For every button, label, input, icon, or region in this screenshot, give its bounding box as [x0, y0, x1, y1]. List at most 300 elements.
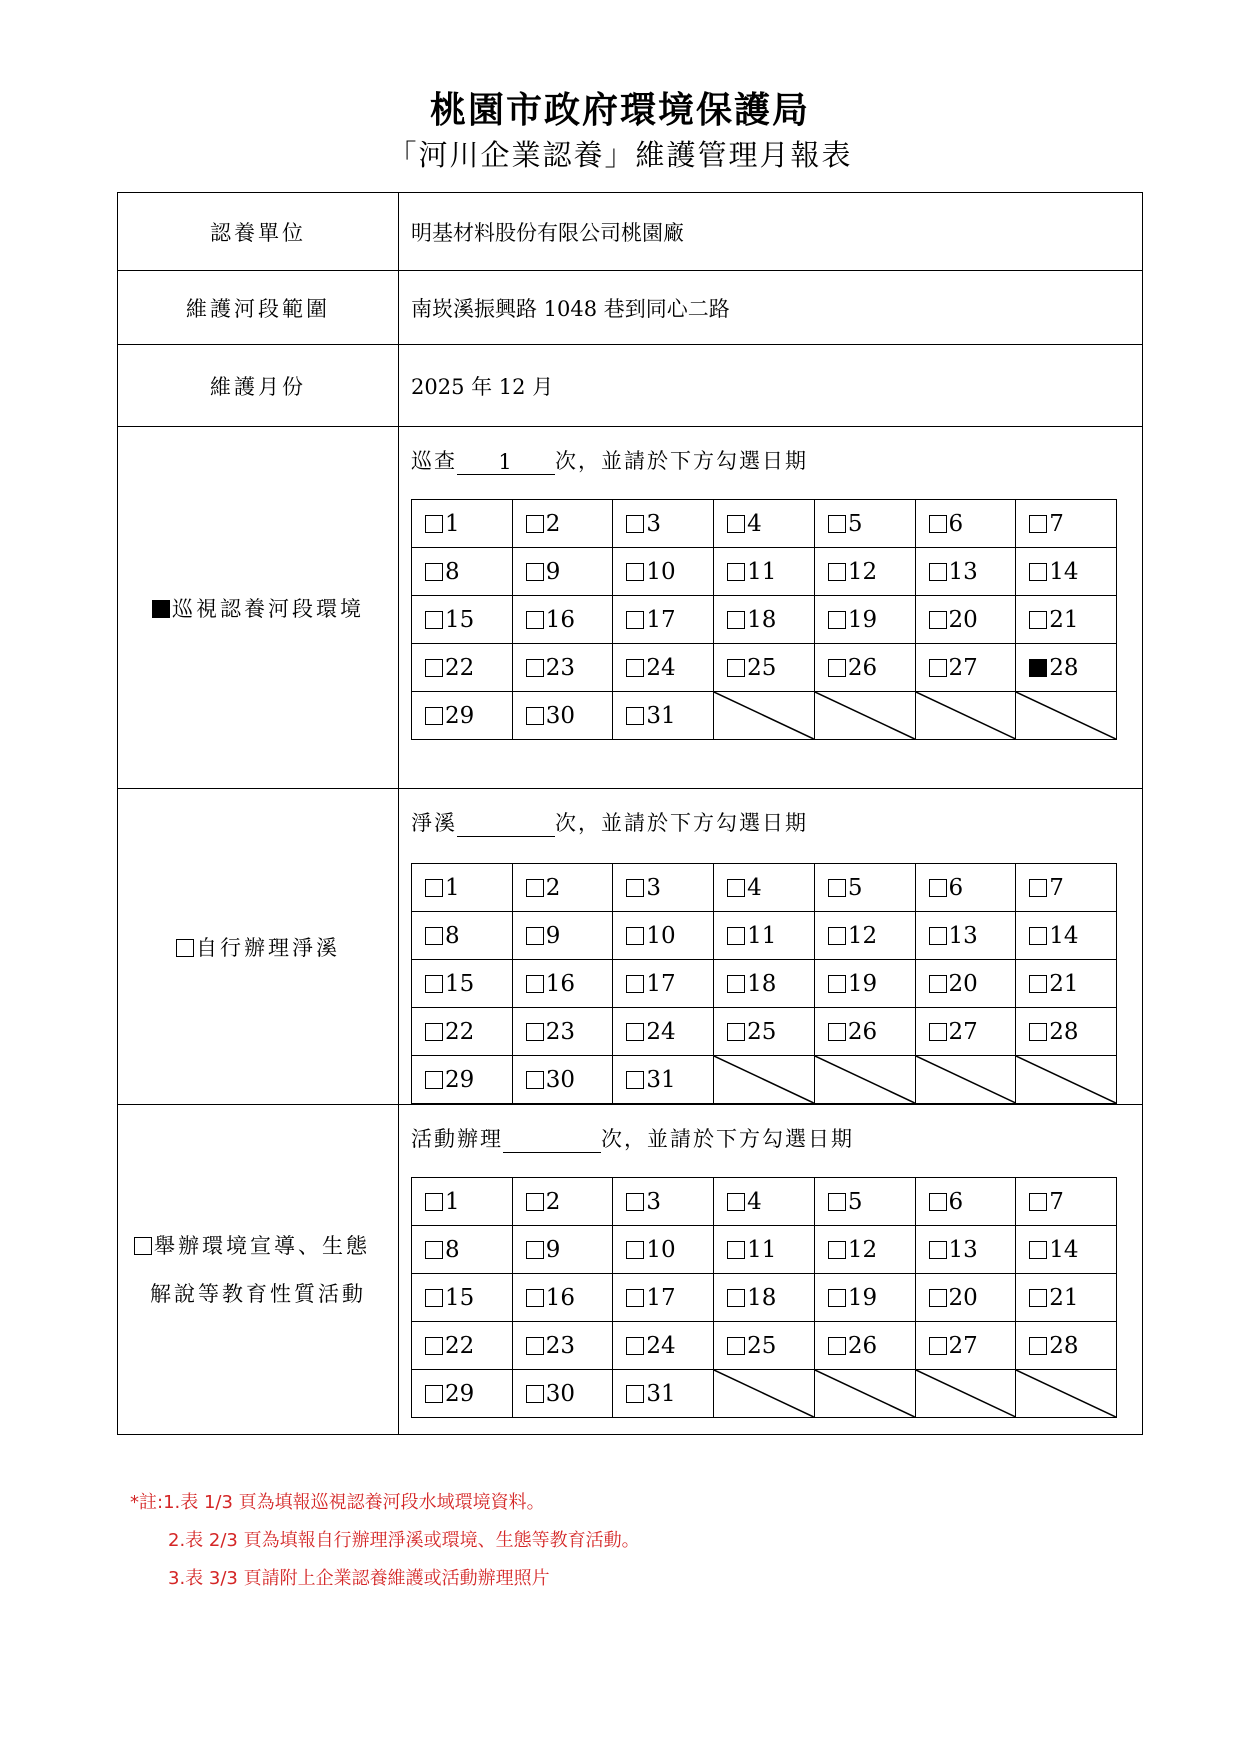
- date-cell[interactable]: [412, 1226, 513, 1274]
- date-label: 14: [1049, 922, 1079, 949]
- date-label: 25: [747, 1332, 777, 1359]
- date-cell[interactable]: [412, 1322, 513, 1370]
- date-cell[interactable]: [613, 1226, 714, 1274]
- date-checkbox[interactable]: [526, 1241, 544, 1259]
- date-cell[interactable]: [1016, 1322, 1117, 1370]
- date-checkbox[interactable]: [727, 975, 745, 993]
- date-label: 27: [948, 1018, 978, 1045]
- date-label: 31: [646, 1380, 676, 1407]
- date-cell[interactable]: [915, 644, 1016, 692]
- date-checkbox[interactable]: [425, 1193, 443, 1211]
- date-label: 1: [445, 510, 460, 537]
- date-checkbox[interactable]: [828, 1289, 846, 1307]
- date-cell[interactable]: [714, 1178, 815, 1226]
- date-cell[interactable]: [1016, 596, 1117, 644]
- date-cell[interactable]: [814, 1008, 915, 1056]
- date-checkbox[interactable]: [727, 1193, 745, 1211]
- date-checkbox[interactable]: [929, 1289, 947, 1307]
- date-label: 8: [445, 558, 460, 585]
- date-checkbox[interactable]: [828, 563, 846, 581]
- date-checkbox[interactable]: [727, 1289, 745, 1307]
- date-cell[interactable]: [814, 912, 915, 960]
- date-checkbox[interactable]: [425, 927, 443, 945]
- date-cell[interactable]: [412, 1274, 513, 1322]
- date-checkbox[interactable]: [828, 975, 846, 993]
- date-label: 24: [646, 654, 676, 681]
- date-cell[interactable]: [512, 1056, 613, 1104]
- date-label: 12: [847, 1236, 878, 1263]
- date-label: 28: [1049, 654, 1079, 681]
- notes: [130, 1484, 640, 1598]
- date-checkbox[interactable]: [828, 1193, 846, 1211]
- date-checkbox[interactable]: [828, 927, 846, 945]
- date-checkbox[interactable]: [929, 1241, 947, 1259]
- date-label: 21: [1049, 970, 1079, 997]
- date-cell[interactable]: [613, 912, 714, 960]
- empty-cell: [814, 692, 915, 740]
- date-checkbox[interactable]: [828, 1241, 846, 1259]
- date-label: 10: [646, 558, 676, 585]
- date-checkbox[interactable]: [1029, 515, 1047, 533]
- date-checkbox[interactable]: [929, 611, 947, 629]
- date-cell[interactable]: [1016, 644, 1117, 692]
- patrol-count-field[interactable]: 1: [457, 450, 555, 475]
- date-label: 14: [1049, 558, 1079, 585]
- patrol-section-label: 巡視認養河段環境: [118, 427, 399, 789]
- date-label: 26: [847, 654, 878, 681]
- date-cell[interactable]: [714, 548, 815, 596]
- date-checkbox[interactable]: [626, 1193, 644, 1211]
- date-cell[interactable]: [613, 1274, 714, 1322]
- date-label: 17: [646, 1284, 676, 1311]
- date-checkbox[interactable]: [526, 1193, 544, 1211]
- date-label: 22: [445, 1018, 475, 1045]
- date-cell[interactable]: [714, 960, 815, 1008]
- date-cell[interactable]: [613, 1370, 714, 1418]
- patrol-count-line: 巡查 1 次，並請於下方勾選日期: [411, 449, 808, 474]
- date-checkbox[interactable]: [929, 1023, 947, 1041]
- date-checkbox[interactable]: [929, 975, 947, 993]
- date-checkbox[interactable]: [425, 1071, 443, 1089]
- date-checkbox[interactable]: [727, 515, 745, 533]
- empty-cell: [714, 1370, 815, 1418]
- date-cell[interactable]: [1016, 864, 1117, 912]
- date-checkbox[interactable]: [626, 1071, 644, 1089]
- date-checkbox[interactable]: [526, 1023, 544, 1041]
- date-checkbox[interactable]: [626, 659, 644, 677]
- date-checkbox[interactable]: [526, 659, 544, 677]
- unit-label: 認養單位: [118, 193, 399, 271]
- date-cell[interactable]: [1016, 912, 1117, 960]
- date-label: 20: [948, 970, 978, 997]
- date-checkbox[interactable]: [626, 707, 644, 725]
- date-label: 11: [747, 1236, 777, 1263]
- date-label: 4: [747, 510, 762, 537]
- date-cell[interactable]: [714, 596, 815, 644]
- empty-cell: [1016, 1056, 1117, 1104]
- date-label: 2: [545, 1188, 561, 1215]
- date-checkbox[interactable]: [727, 611, 745, 629]
- date-label: 2: [545, 510, 561, 537]
- date-label: 12: [847, 558, 878, 585]
- month-value[interactable]: 2025 年 12 月: [399, 345, 1143, 427]
- date-cell[interactable]: [915, 1322, 1016, 1370]
- date-cell[interactable]: [613, 692, 714, 740]
- date-cell[interactable]: [915, 912, 1016, 960]
- date-label: 12: [847, 922, 878, 949]
- date-label: 15: [445, 1284, 475, 1311]
- date-cell[interactable]: [915, 500, 1016, 548]
- date-label: 23: [545, 654, 575, 681]
- empty-cell: [1016, 1370, 1117, 1418]
- date-label: 4: [747, 1188, 762, 1215]
- date-label: 16: [545, 606, 575, 633]
- date-label: 16: [545, 1284, 575, 1311]
- date-cell[interactable]: [512, 1178, 613, 1226]
- date-cell[interactable]: [915, 1274, 1016, 1322]
- date-checkbox[interactable]: [828, 879, 846, 897]
- date-label: 26: [847, 1332, 878, 1359]
- empty-cell: [1016, 692, 1117, 740]
- date-cell[interactable]: [512, 644, 613, 692]
- date-label: 4: [747, 874, 762, 901]
- date-cell[interactable]: [613, 596, 714, 644]
- date-checkbox[interactable]: [929, 879, 947, 897]
- date-cell[interactable]: [915, 1226, 1016, 1274]
- date-cell[interactable]: [412, 864, 513, 912]
- empty-cell: [915, 1056, 1016, 1104]
- date-label: 15: [445, 970, 475, 997]
- date-checkbox[interactable]: [626, 1023, 644, 1041]
- date-cell[interactable]: [512, 1322, 613, 1370]
- date-cell[interactable]: [814, 596, 915, 644]
- date-label: 27: [948, 654, 978, 681]
- empty-cell: [714, 1056, 815, 1104]
- date-checkbox[interactable]: [626, 879, 644, 897]
- date-checkbox[interactable]: [1029, 1289, 1047, 1307]
- date-checkbox[interactable]: [626, 1385, 644, 1403]
- date-cell[interactable]: [714, 912, 815, 960]
- date-cell[interactable]: [613, 960, 714, 1008]
- date-label: 13: [948, 1236, 978, 1263]
- date-checkbox[interactable]: [929, 1337, 947, 1355]
- date-checkbox[interactable]: [626, 1289, 644, 1307]
- date-checkbox[interactable]: [626, 927, 644, 945]
- date-checkbox[interactable]: [828, 515, 846, 533]
- cleanup-section: [399, 789, 1143, 1105]
- date-cell[interactable]: [412, 500, 513, 548]
- date-checkbox[interactable]: [1029, 1241, 1047, 1259]
- date-checkbox[interactable]: [526, 707, 544, 725]
- date-checkbox[interactable]: [425, 659, 443, 677]
- date-cell[interactable]: [412, 1370, 513, 1418]
- cleanup-checkbox[interactable]: [176, 939, 194, 957]
- date-checkbox[interactable]: [1029, 563, 1047, 581]
- page-subtitle: 「河川企業認養」維護管理月報表: [387, 138, 853, 172]
- date-cell[interactable]: [814, 548, 915, 596]
- date-checkbox[interactable]: [1029, 1023, 1047, 1041]
- date-checkbox[interactable]: [425, 563, 443, 581]
- date-label: 10: [646, 922, 676, 949]
- date-checkbox[interactable]: [526, 1385, 544, 1403]
- date-checkbox[interactable]: [828, 611, 846, 629]
- date-checkbox[interactable]: [526, 515, 544, 533]
- date-label: 9: [545, 922, 561, 949]
- date-checkbox[interactable]: [727, 1023, 745, 1041]
- unit-value[interactable]: 明基材料股份有限公司桃園廠: [399, 193, 1143, 271]
- date-checkbox[interactable]: [626, 1241, 644, 1259]
- date-cell[interactable]: [1016, 1178, 1117, 1226]
- date-checkbox[interactable]: [727, 1241, 745, 1259]
- date-checkbox[interactable]: [828, 659, 846, 677]
- date-cell[interactable]: [613, 864, 714, 912]
- note-2: 2.表 2/3 頁為填報自行辦理淨溪或環境、生態等教育活動。: [168, 1530, 640, 1551]
- date-checkbox[interactable]: [929, 659, 947, 677]
- cleanup-date-grid: [411, 863, 1117, 1104]
- date-checkbox[interactable]: [727, 563, 745, 581]
- date-label: 5: [847, 510, 863, 537]
- date-cell[interactable]: [915, 596, 1016, 644]
- date-cell[interactable]: [412, 1178, 513, 1226]
- date-cell[interactable]: [915, 1008, 1016, 1056]
- date-cell[interactable]: [613, 1056, 714, 1104]
- date-cell[interactable]: [512, 692, 613, 740]
- date-cell[interactable]: [714, 644, 815, 692]
- date-cell[interactable]: [714, 864, 815, 912]
- date-cell[interactable]: [613, 1178, 714, 1226]
- date-label: 29: [445, 702, 475, 729]
- date-cell[interactable]: [412, 1008, 513, 1056]
- date-label: 8: [445, 922, 460, 949]
- date-label: 10: [646, 1236, 676, 1263]
- date-label: 6: [948, 874, 964, 901]
- date-checkbox[interactable]: [526, 927, 544, 945]
- date-checkbox[interactable]: [1029, 1337, 1047, 1355]
- date-cell[interactable]: [814, 960, 915, 1008]
- date-label: 14: [1049, 1236, 1079, 1263]
- date-label: 9: [545, 558, 561, 585]
- date-cell[interactable]: [512, 596, 613, 644]
- date-cell[interactable]: [814, 864, 915, 912]
- date-cell[interactable]: [512, 864, 613, 912]
- date-cell[interactable]: [512, 912, 613, 960]
- empty-cell: [814, 1370, 915, 1418]
- date-label: 13: [948, 922, 978, 949]
- date-cell[interactable]: [412, 960, 513, 1008]
- date-cell[interactable]: [814, 1226, 915, 1274]
- month-label: 維護月份: [118, 345, 399, 427]
- date-label: 1: [445, 1188, 460, 1215]
- date-label: 1: [445, 874, 460, 901]
- date-cell[interactable]: [814, 644, 915, 692]
- date-cell[interactable]: [714, 1322, 815, 1370]
- date-checkbox[interactable]: [1029, 1193, 1047, 1211]
- date-checkbox[interactable]: [626, 515, 644, 533]
- event-count-line: 活動辦理 次，並請於下方勾選日期: [411, 1127, 854, 1151]
- date-checkbox[interactable]: [626, 563, 644, 581]
- note-3: 3.表 3/3 頁請附上企業認養維護或活動辦理照片: [168, 1568, 550, 1589]
- date-checkbox[interactable]: [1029, 975, 1047, 993]
- date-cell[interactable]: [512, 1226, 613, 1274]
- event-checkbox[interactable]: [134, 1237, 152, 1255]
- date-cell[interactable]: [814, 1274, 915, 1322]
- date-cell[interactable]: [915, 1178, 1016, 1226]
- date-cell[interactable]: [1016, 1008, 1117, 1056]
- date-checkbox[interactable]: [929, 515, 947, 533]
- date-checkbox[interactable]: [425, 1241, 443, 1259]
- date-checkbox[interactable]: [425, 707, 443, 725]
- date-label: 31: [646, 702, 676, 729]
- date-label: 18: [747, 606, 777, 633]
- date-cell[interactable]: [613, 1008, 714, 1056]
- date-checkbox[interactable]: [425, 611, 443, 629]
- date-label: 5: [847, 874, 863, 901]
- date-cell[interactable]: [714, 1274, 815, 1322]
- date-label: 25: [747, 1018, 777, 1045]
- date-checkbox[interactable]: [425, 879, 443, 897]
- date-cell[interactable]: [412, 912, 513, 960]
- date-label: 7: [1049, 874, 1064, 901]
- date-label: 26: [847, 1018, 878, 1045]
- date-checkbox[interactable]: [425, 1289, 443, 1307]
- date-cell[interactable]: [714, 1226, 815, 1274]
- empty-cell: [915, 692, 1016, 740]
- event-date-grid: [411, 1177, 1117, 1418]
- date-checkbox[interactable]: [425, 975, 443, 993]
- date-label: 13: [948, 558, 978, 585]
- date-label: 21: [1049, 606, 1079, 633]
- date-cell[interactable]: [613, 644, 714, 692]
- date-checkbox[interactable]: [828, 1023, 846, 1041]
- date-cell[interactable]: [412, 1056, 513, 1104]
- date-cell[interactable]: [412, 596, 513, 644]
- date-checkbox[interactable]: [727, 1337, 745, 1355]
- date-label: 7: [1049, 1188, 1064, 1215]
- date-label: 8: [445, 1236, 460, 1263]
- range-value[interactable]: 南崁溪振興路 1048 巷到同心二路: [399, 271, 1143, 345]
- date-checkbox[interactable]: [526, 879, 544, 897]
- date-label: 30: [545, 1066, 575, 1093]
- date-label: 3: [646, 1188, 662, 1215]
- date-label: 16: [545, 970, 575, 997]
- date-checkbox[interactable]: [1029, 879, 1047, 897]
- date-checkbox[interactable]: [727, 659, 745, 677]
- date-label: 31: [646, 1066, 676, 1093]
- date-cell[interactable]: [814, 1322, 915, 1370]
- note-1: *註:1.表 1/3 頁為填報巡視認養河段水域環境資料。: [130, 1492, 545, 1513]
- date-checkbox[interactable]: [526, 1289, 544, 1307]
- date-label: 15: [445, 606, 475, 633]
- page-title: 桃園市政府環境保護局: [429, 89, 810, 131]
- date-checkbox[interactable]: [626, 611, 644, 629]
- date-cell[interactable]: [714, 1008, 815, 1056]
- date-cell[interactable]: [915, 960, 1016, 1008]
- date-cell[interactable]: [512, 1008, 613, 1056]
- date-label: 18: [747, 1284, 777, 1311]
- date-label: 23: [545, 1018, 575, 1045]
- date-cell[interactable]: [613, 1322, 714, 1370]
- report-table: [117, 192, 1143, 1435]
- date-label: 28: [1049, 1332, 1079, 1359]
- date-cell[interactable]: [1016, 960, 1117, 1008]
- date-cell[interactable]: [412, 644, 513, 692]
- patrol-section: [399, 427, 1143, 789]
- date-cell[interactable]: [613, 548, 714, 596]
- date-checkbox[interactable]: [526, 975, 544, 993]
- empty-cell: [814, 1056, 915, 1104]
- date-label: 19: [847, 970, 878, 997]
- patrol-checkbox[interactable]: [152, 600, 170, 618]
- date-label: 24: [646, 1018, 676, 1045]
- cleanup-count-field[interactable]: [457, 812, 555, 837]
- date-checkbox[interactable]: [727, 927, 745, 945]
- date-label: 30: [545, 1380, 575, 1407]
- date-checkbox[interactable]: [727, 879, 745, 897]
- date-cell[interactable]: [1016, 1226, 1117, 1274]
- date-label: 18: [747, 970, 777, 997]
- date-label: 17: [646, 970, 676, 997]
- date-checkbox[interactable]: [929, 1193, 947, 1211]
- date-checkbox[interactable]: [526, 1071, 544, 1089]
- date-cell[interactable]: [512, 500, 613, 548]
- date-cell[interactable]: [512, 1274, 613, 1322]
- date-cell[interactable]: [512, 960, 613, 1008]
- date-checkbox[interactable]: [425, 1023, 443, 1041]
- date-cell[interactable]: [915, 864, 1016, 912]
- empty-cell: [915, 1370, 1016, 1418]
- date-checkbox[interactable]: [1029, 611, 1047, 629]
- date-checkbox[interactable]: [626, 1337, 644, 1355]
- date-cell[interactable]: [915, 548, 1016, 596]
- date-cell[interactable]: [814, 500, 915, 548]
- date-label: 17: [646, 606, 676, 633]
- date-label: 5: [847, 1188, 863, 1215]
- date-cell[interactable]: [613, 500, 714, 548]
- date-checkbox[interactable]: [425, 1337, 443, 1355]
- date-cell[interactable]: [412, 692, 513, 740]
- date-checkbox[interactable]: [425, 1385, 443, 1403]
- date-cell[interactable]: [1016, 500, 1117, 548]
- date-label: 25: [747, 654, 777, 681]
- date-label: 7: [1049, 510, 1064, 537]
- date-checkbox[interactable]: [526, 563, 544, 581]
- date-label: 30: [545, 702, 575, 729]
- date-checkbox[interactable]: [626, 975, 644, 993]
- date-cell[interactable]: [412, 548, 513, 596]
- date-checkbox[interactable]: [526, 1337, 544, 1355]
- date-label: 20: [948, 1284, 978, 1311]
- date-cell[interactable]: [512, 1370, 613, 1418]
- event-count-field[interactable]: [503, 1128, 601, 1153]
- date-label: 23: [545, 1332, 575, 1359]
- event-section: [399, 1105, 1143, 1435]
- date-label: 27: [948, 1332, 978, 1359]
- date-cell[interactable]: [714, 500, 815, 548]
- date-label: 22: [445, 654, 475, 681]
- date-checkbox[interactable]: [1029, 659, 1047, 677]
- date-cell[interactable]: [814, 1178, 915, 1226]
- range-label: 維護河段範圍: [118, 271, 399, 345]
- date-checkbox[interactable]: [425, 515, 443, 533]
- date-checkbox[interactable]: [828, 1337, 846, 1355]
- date-checkbox[interactable]: [1029, 927, 1047, 945]
- date-checkbox[interactable]: [929, 563, 947, 581]
- date-cell[interactable]: [1016, 1274, 1117, 1322]
- date-checkbox[interactable]: [526, 611, 544, 629]
- date-cell[interactable]: [1016, 548, 1117, 596]
- date-checkbox[interactable]: [929, 927, 947, 945]
- date-cell[interactable]: [512, 548, 613, 596]
